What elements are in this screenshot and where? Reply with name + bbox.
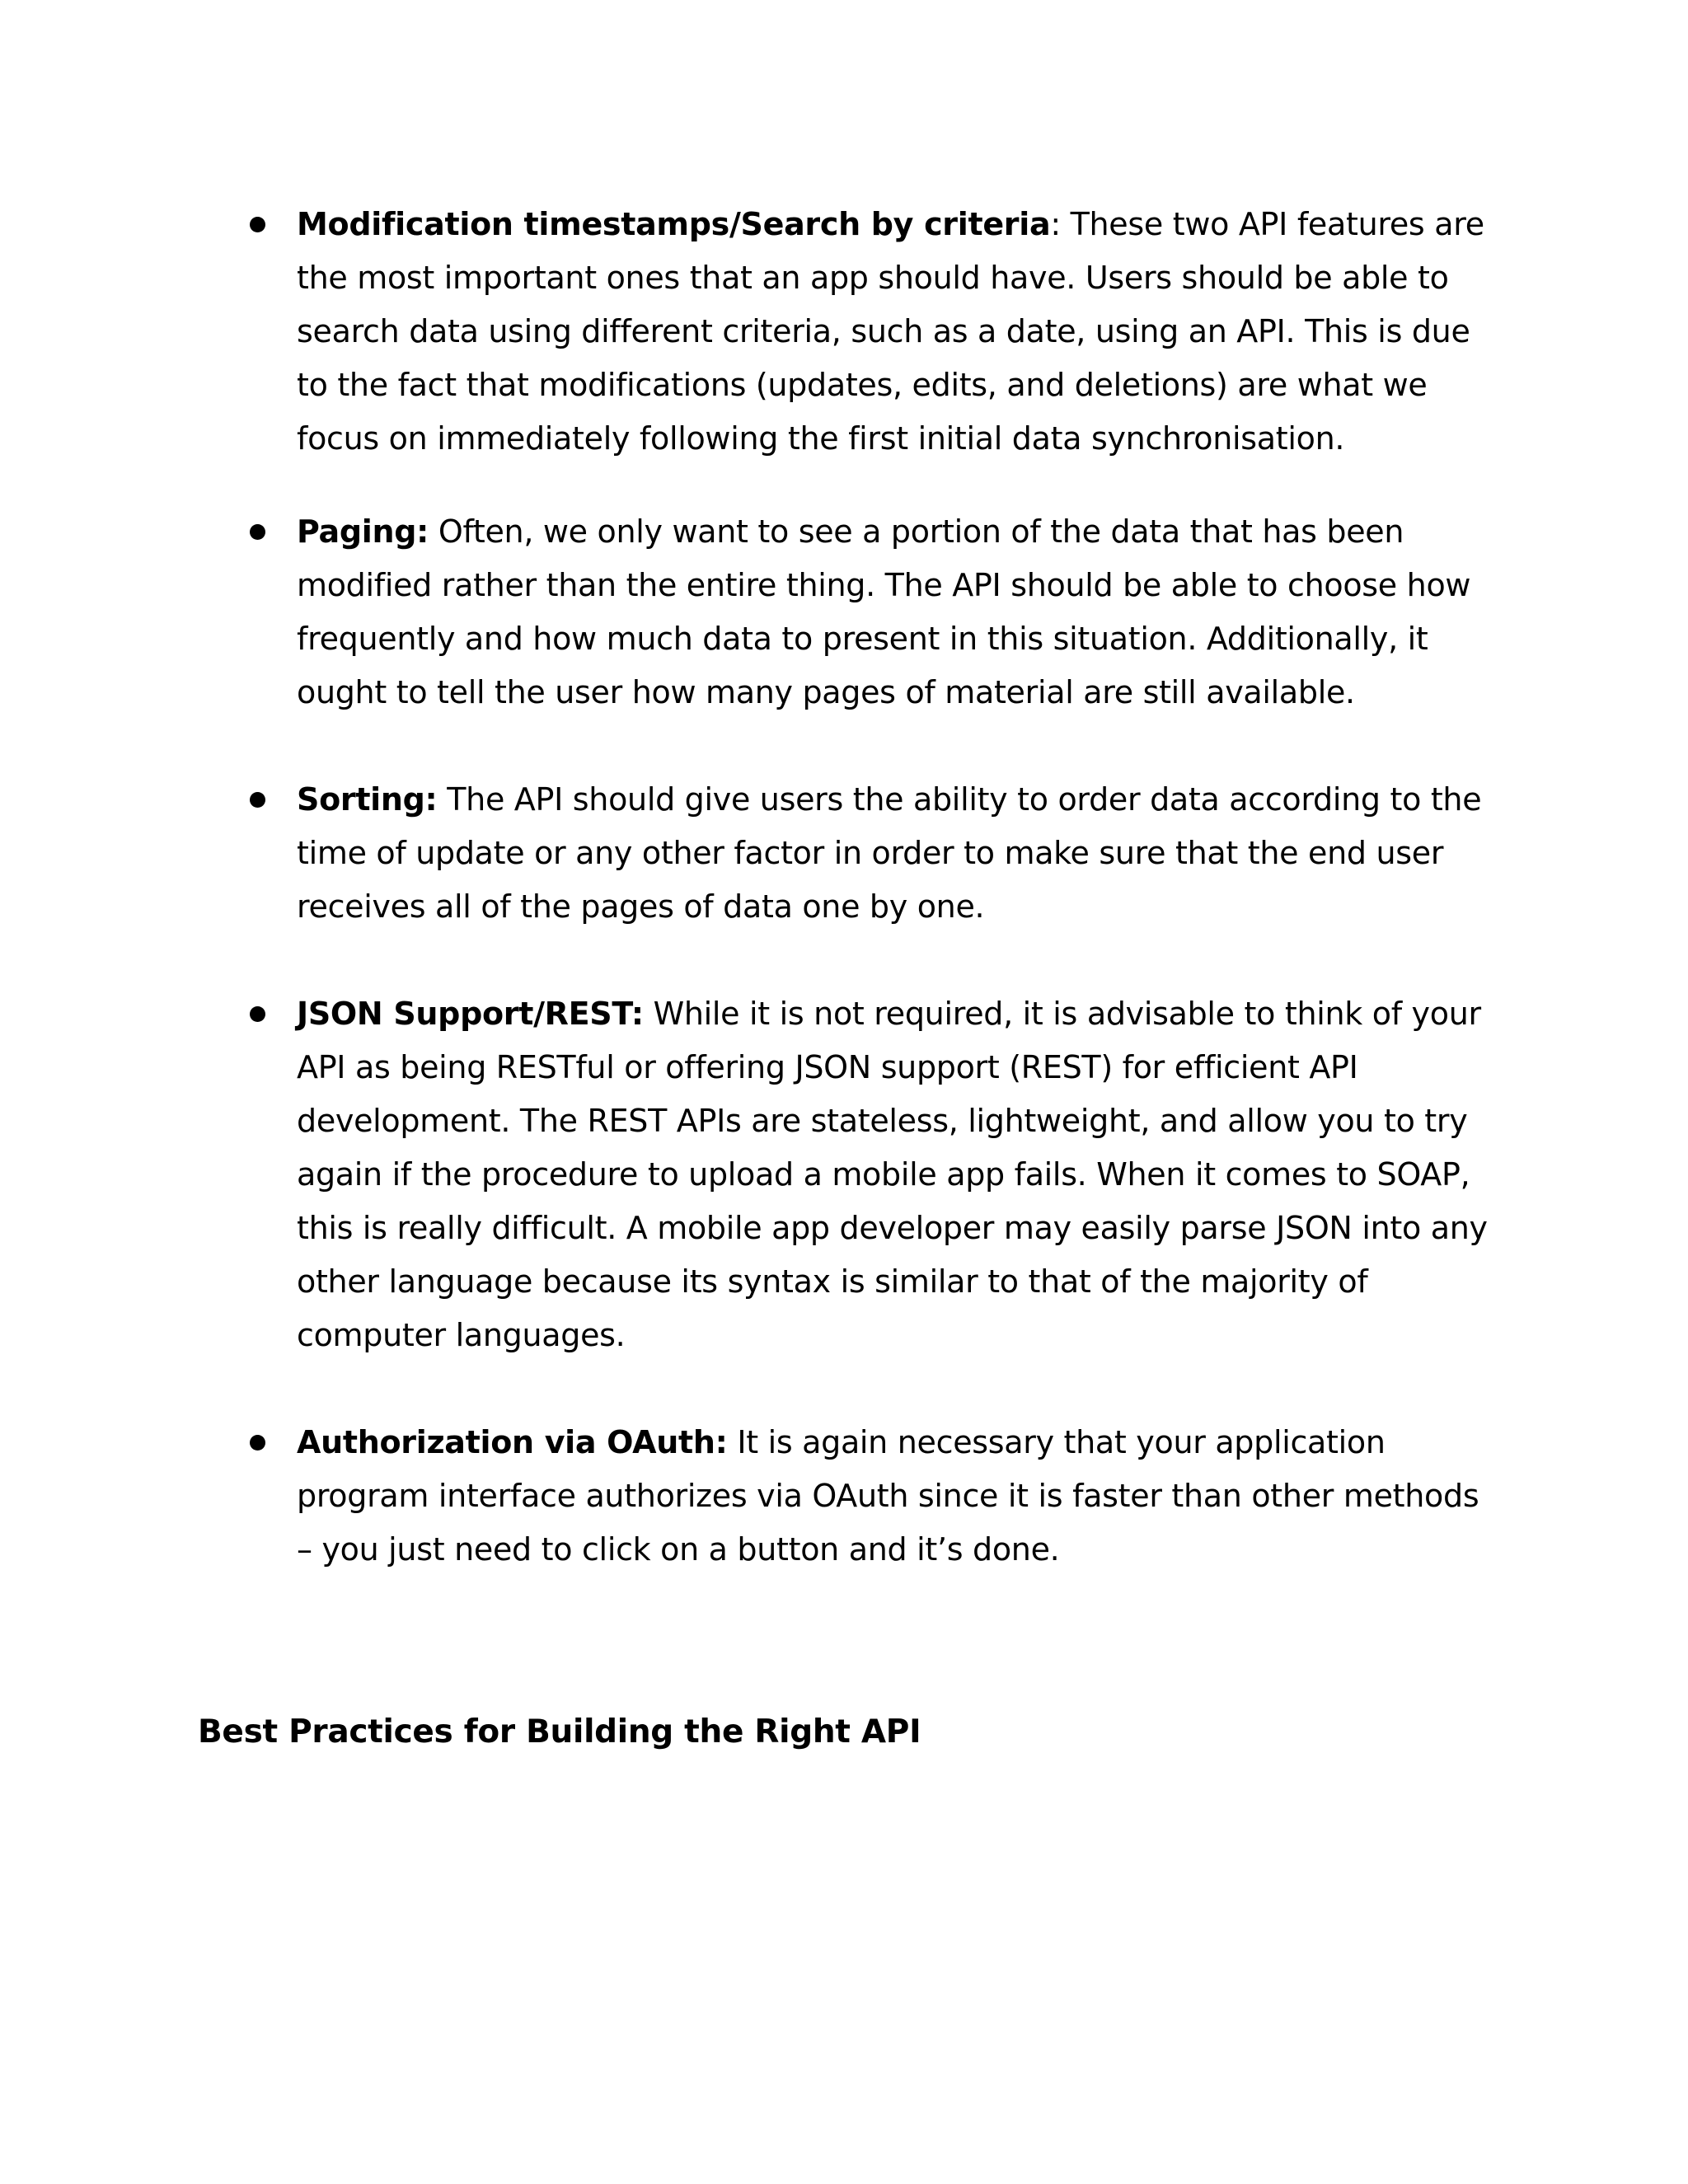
- bullet-text: These two API features are the most important ones that an app should have. Users should be able to search data using different criteria, such as a date, using an API. This is due to the fact that modifications (updates, edits, and deletions) are what we focus on immediately following the first initial data synchronisation.: [297, 206, 1484, 457]
- bullet-paging: [247, 505, 1500, 719]
- bullet-text: While it is not required, it is advisable to think of your API as being RESTful or offering JSON support (REST) for efficient API development. The REST APIs are stateless, lightweight, and allow you to try again if the procedure to upload a mobile app fails. When it comes to SOAP, this is really difficult. A mobile app developer may easily parse JSON into any other language because its syntax is similar to that of the majority of computer languages.: [297, 996, 1488, 1353]
- bullet-modification-timestamps: [247, 198, 1500, 466]
- feature-bullet-list: [247, 198, 1500, 1577]
- section-heading: Best Practices for Building the Right API: [198, 1713, 921, 1750]
- bullet-term: Paging:: [297, 513, 429, 550]
- bullet-dot-icon: [250, 1435, 265, 1451]
- bullet-term: Modification timestamps/Search by criteria: [297, 206, 1051, 242]
- bullet-sorting: [247, 773, 1500, 934]
- bullet-dot-icon: [250, 1006, 265, 1022]
- bullet-term: Sorting:: [297, 781, 438, 818]
- bullet-separator: [437, 781, 447, 818]
- bullet-text: It is again necessary that your application program interface authorizes via OAuth since it is faster than other methods – you just need to click on a button and it’s done.: [297, 1424, 1479, 1568]
- bullet-separator: [728, 1424, 738, 1460]
- bullet-dot-icon: [250, 792, 265, 808]
- bullet-dot-icon: [250, 217, 265, 232]
- bullet-json-support: [247, 987, 1500, 1362]
- bullet-separator: [644, 996, 654, 1032]
- bullet-separator: [429, 513, 438, 550]
- bullet-separator: :: [1050, 206, 1071, 242]
- bullet-term: JSON Support/REST:: [297, 996, 644, 1032]
- bullet-text: The API should give users the ability to order data according to the time of update or any other factor in order to make sure that the end user receives all of the pages of data one by one.: [297, 781, 1482, 925]
- bullet-text: Often, we only want to see a portion of the data that has been modified rather than the entire thing. The API should be able to choose how frequently and how much data to present in this situation. Additionally, it ought to tell the user how many pages of material are still available.: [297, 513, 1471, 710]
- bullet-dot-icon: [250, 524, 265, 540]
- bullet-authorization-oauth: [247, 1416, 1500, 1577]
- bullet-term: Authorization via OAuth:: [297, 1424, 728, 1460]
